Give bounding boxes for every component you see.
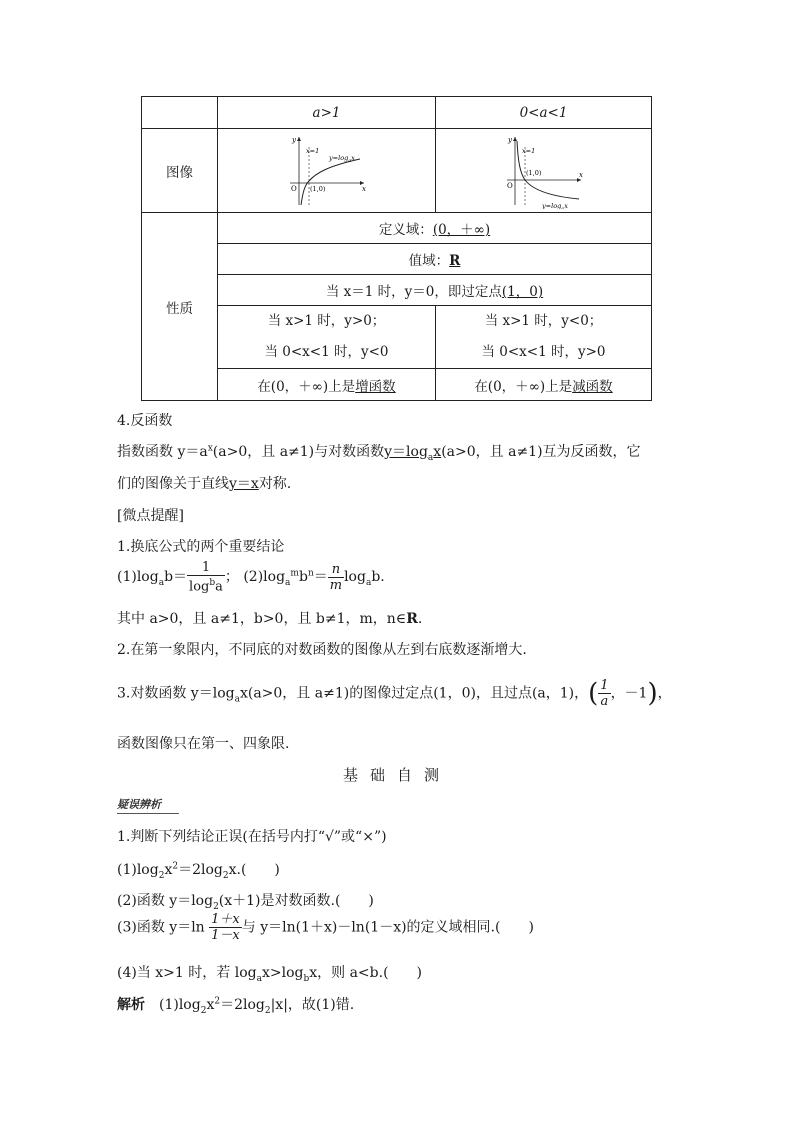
mono-right-value: 减函数 xyxy=(572,378,613,395)
table-image-row xyxy=(142,129,652,213)
graph1-point: (1,0) xyxy=(309,184,325,193)
item3-den: a xyxy=(600,694,609,709)
ans-sup: 2 xyxy=(214,996,221,1007)
q1-4-c: x，则 a<b.( ) xyxy=(309,965,422,981)
item3-end: ， xyxy=(657,685,672,702)
q1-2-a: (2)函数 y＝log xyxy=(117,893,214,909)
item3-c: ，－1 xyxy=(610,685,648,702)
q1-1-d: x.( ) xyxy=(228,862,280,878)
row-label-properties: 性质 xyxy=(142,213,218,401)
f1-sep: ； xyxy=(224,569,239,586)
mono-left-value: 增函数 xyxy=(355,378,396,395)
selftest-tag-underline xyxy=(117,811,179,814)
q1-3-den: 1－x xyxy=(211,928,240,943)
domain-value: (0，＋∞) xyxy=(432,222,491,238)
section4-line1 xyxy=(117,441,641,463)
graph2-xeq1: x=1 xyxy=(521,146,535,155)
graph-increasing-cell xyxy=(218,129,436,213)
table-header-row xyxy=(142,97,652,129)
ans-sub2: 2 xyxy=(264,1005,271,1016)
f1-num: 1 xyxy=(187,560,225,576)
q1-2-sub: 2 xyxy=(213,901,219,912)
graph2-curve-label: $y=\log_ax$ xyxy=(541,201,568,209)
s4-l2-b: 对称. xyxy=(258,476,292,492)
f2-num: n xyxy=(328,562,344,578)
graph2-y-label: y xyxy=(507,135,512,144)
f2-fraction xyxy=(328,562,344,593)
f2-den: m xyxy=(329,577,343,593)
section4-line2 xyxy=(117,473,291,493)
f2-prefix: (2)log xyxy=(243,569,286,586)
q1-item3 xyxy=(117,912,534,943)
corner-cell xyxy=(142,97,218,129)
range-cell xyxy=(218,244,652,275)
q1-4-a: (4)当 x>1 时，若 log xyxy=(117,965,257,981)
graph-decreasing-cell xyxy=(436,129,652,213)
tips-item3-line2: 函数图像只在第一、四象限. xyxy=(117,736,290,752)
s4-l2-a: 们的图像关于直线 xyxy=(117,476,229,492)
tips-item3 xyxy=(117,678,672,709)
f1-fraction xyxy=(187,560,225,594)
range-row xyxy=(142,244,652,275)
mono-right-cell xyxy=(436,369,652,401)
graph2-origin: O xyxy=(506,181,513,190)
q1-3-b: 与 y＝ln(1＋x)－ln(1－x)的定义域相同.( ) xyxy=(241,919,534,936)
s4-l1-utail: x xyxy=(433,444,442,460)
q1-3-fraction xyxy=(209,912,242,943)
f1-den xyxy=(187,576,225,594)
f1-sub: a xyxy=(158,577,165,588)
header-a-gt-1: a>1 xyxy=(218,97,436,129)
q1-title: 1.判断下列结论正误(在括号内打“√”或“×”) xyxy=(117,829,387,845)
log-graph-increasing-icon xyxy=(282,133,372,209)
right-cond-2: 当 0<x<1 时，y>0 xyxy=(481,344,606,360)
fixed-point-prefix: 当 x＝1 时，y＝0，即过定点 xyxy=(325,284,502,300)
conditions-end: . xyxy=(417,611,423,627)
ans-b: x xyxy=(206,997,215,1013)
selftest-tag: 疑误辨析 xyxy=(117,798,161,811)
ans-c: ＝2log xyxy=(220,997,265,1013)
s4-l1-usub: a xyxy=(427,452,434,463)
answer-line xyxy=(117,994,354,1016)
mono-left-prefix: 在(0，＋∞)上是 xyxy=(257,378,356,395)
q1-4-sub1: a xyxy=(256,973,262,984)
domain-prefix: 定义域： xyxy=(378,222,433,238)
item3-a: 3.对数函数 y＝log xyxy=(117,685,235,702)
s4-l1-sup: x xyxy=(207,443,213,454)
s4-l1-c: (a>0，且 a≠1)互为反函数，它 xyxy=(441,444,641,460)
q1-1-a: (1)log xyxy=(117,862,159,878)
f2-tail: log xyxy=(344,569,366,586)
f2-b: b xyxy=(298,569,308,586)
s4-l1-underlined xyxy=(384,444,442,463)
q1-1-c: ＝2log xyxy=(178,862,223,878)
left-cond-1: 当 x>1 时，y>0； xyxy=(267,313,386,329)
f1-prefix: (1)log xyxy=(117,569,159,586)
s4-l1-a: 指数函数 y＝a xyxy=(117,444,208,460)
q1-4-b: x>log xyxy=(261,965,304,981)
header-a-lt-1: 0<a<1 xyxy=(436,97,652,129)
row-label-image: 图像 xyxy=(142,129,218,213)
range-value: R xyxy=(449,253,461,269)
q1-item2 xyxy=(117,890,374,912)
sign-row xyxy=(142,306,652,369)
graph1-x-label: x xyxy=(361,184,366,193)
ans-sub: 2 xyxy=(200,1005,207,1016)
left-cond-2: 当 0<x<1 时，y<0 xyxy=(264,344,389,360)
conditions-text: 其中 a>0，且 a≠1，b>0，且 b≠1，m，n∈ xyxy=(117,611,407,627)
graph2-point: (1,0) xyxy=(525,168,541,177)
q1-3-num: 1＋x xyxy=(211,912,240,927)
q1-1-sub2: 2 xyxy=(222,870,229,881)
tips-formulas xyxy=(117,560,385,594)
s4-l1-u: y＝log xyxy=(384,444,428,460)
graph1-y-label: y xyxy=(291,135,296,144)
log-graph-decreasing-icon xyxy=(499,133,589,209)
mono-left-cell xyxy=(218,369,436,401)
graph1-xeq1: x=1 xyxy=(305,146,319,155)
q1-1-b: x xyxy=(164,862,173,878)
item3-num: 1 xyxy=(600,678,609,693)
f2-sub: a xyxy=(285,577,291,588)
q1-item1 xyxy=(117,859,280,881)
answer-label: 解析 xyxy=(117,997,145,1013)
ans-a: (1)log xyxy=(159,997,201,1013)
q1-3-a: (3)函数 y＝ln xyxy=(117,919,205,936)
item3-b: x(a>0，且 a≠1)的图像过定点(1，0)，且过点(a，1)， xyxy=(239,685,589,702)
graph1-origin: O xyxy=(290,184,297,193)
fixed-point-row xyxy=(142,275,652,306)
tips-item1-title: 1.换底公式的两个重要结论 xyxy=(117,539,285,555)
f1-den-log: log xyxy=(189,579,210,595)
f2-sup-n: n xyxy=(307,568,314,579)
q1-1-sub: 2 xyxy=(158,870,165,881)
ans-d: |x|，故(1)错. xyxy=(270,997,355,1013)
item3-fraction xyxy=(598,678,610,709)
right-cond-1: 当 x>1 时，y<0； xyxy=(484,313,603,329)
q1-1-sup: 2 xyxy=(172,861,179,872)
tips-conditions xyxy=(117,608,422,628)
conditions-r: R xyxy=(406,611,418,627)
q1-item4 xyxy=(117,962,422,984)
item3-sub: a xyxy=(234,694,240,705)
tips-item2: 2.在第一象限内，不同底的对数函数的图像从左到右底数逐渐增大. xyxy=(117,642,527,658)
sign-right-cell xyxy=(436,306,652,369)
log-properties-table xyxy=(141,96,652,401)
selftest-heading: 基础自测 xyxy=(342,766,451,784)
domain-cell xyxy=(218,213,652,244)
f1-den-tail: a xyxy=(215,579,223,595)
section4-title: 4.反函数 xyxy=(117,413,173,429)
f2-tail-end: b. xyxy=(371,569,385,586)
q1-4-sub2: b xyxy=(303,973,310,984)
graph2-x-label: x xyxy=(578,170,583,179)
sign-left-cell xyxy=(218,306,436,369)
f1-den-sub: b xyxy=(209,578,216,588)
q1-2-b: (x＋1)是对数函数.( ) xyxy=(218,893,374,909)
s4-l2-u: y＝x xyxy=(229,476,259,492)
fixed-point-value: (1，0) xyxy=(501,284,544,300)
s4-l1-b: (a>0，且 a≠1)与对数函数 xyxy=(212,444,385,460)
domain-row xyxy=(142,213,652,244)
monotonic-row xyxy=(142,369,652,401)
f1-b: b＝ xyxy=(164,569,188,586)
tips-title: [微点提醒] xyxy=(117,508,184,524)
f2-tail-sub: a xyxy=(365,577,372,588)
fixed-point-cell xyxy=(218,275,652,306)
f2-sup-m: m xyxy=(290,568,299,579)
item3-rparen: ) xyxy=(647,678,658,709)
mono-right-prefix: 在(0，＋∞)上是 xyxy=(474,378,573,395)
range-prefix: 值域： xyxy=(408,253,450,269)
item3-lparen: ( xyxy=(588,678,599,709)
graph1-curve-label: $y=\log_ax$ xyxy=(328,153,355,164)
f2-eq: ＝ xyxy=(313,569,328,586)
